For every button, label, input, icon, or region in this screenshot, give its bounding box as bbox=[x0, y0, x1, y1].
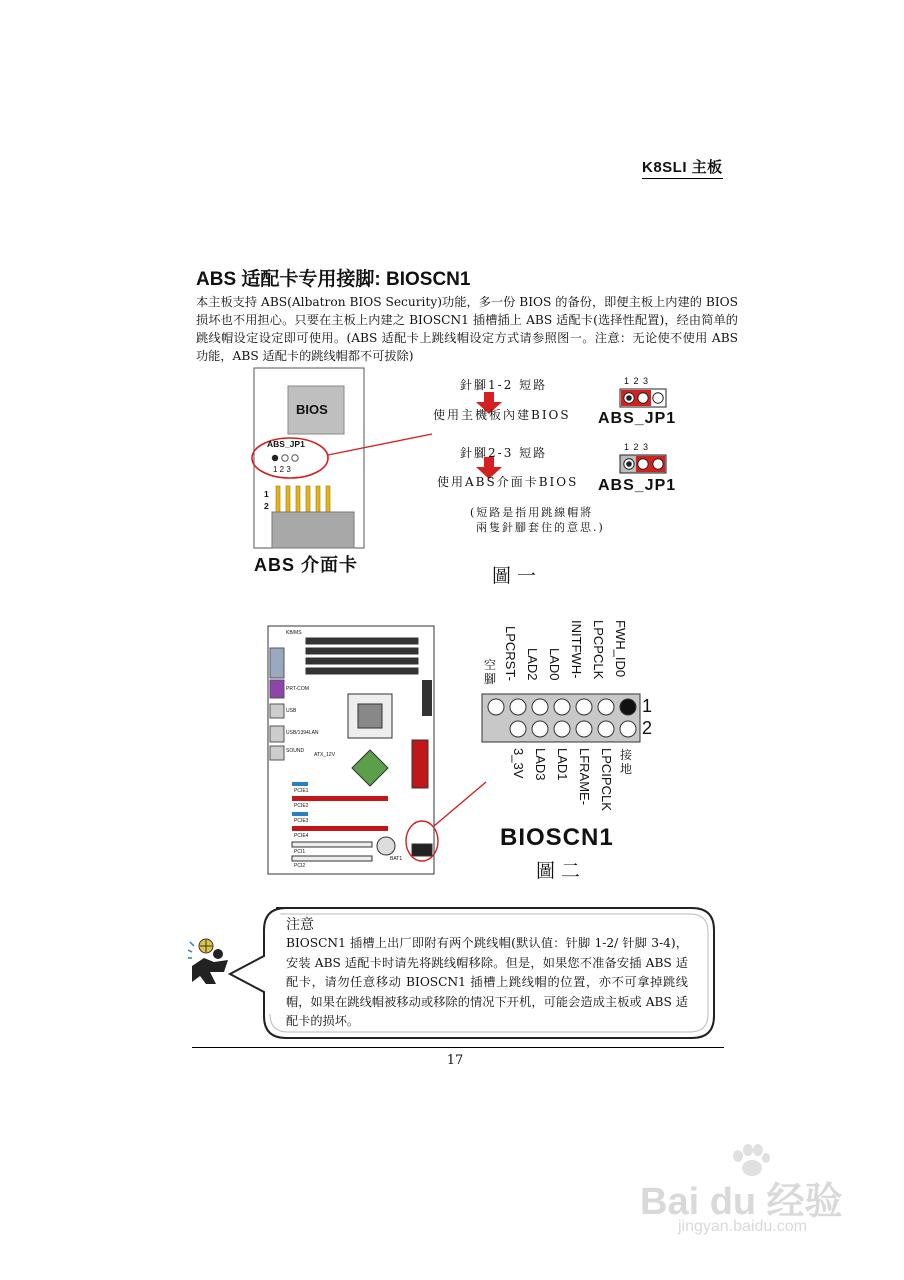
note-body: BIOSCN1 插槽上出厂即附有两个跳线帽(默认值：针脚 1-2/ 针脚 3-4)，安装 ABS 适配卡时请先将跳线帽移除。但是，如果您不准备安插 ABS 适配卡，请勿任意移动 BIOSCN1 插槽上跳线帽的位置，亦不可拿掉跳线帽，如果在跳线帽被移动或移除的情况下开机，可能会造成主板或 ABS 适配卡的损坏。 bbox=[286, 936, 688, 1028]
page-number: 17 bbox=[446, 1053, 464, 1068]
card-jumper-pin-3 bbox=[292, 455, 298, 461]
edge-pin-1-label: 1 bbox=[264, 489, 269, 499]
row-1-label: 1 bbox=[642, 696, 653, 716]
watermark-url: jingyan.baidu.com bbox=[678, 1218, 807, 1235]
mb-mark-prt-com: PRT-COM bbox=[286, 686, 309, 692]
pci1-slot bbox=[292, 842, 372, 847]
serial-port bbox=[270, 648, 284, 678]
jp2-pin-numbers: 1 2 3 bbox=[624, 442, 650, 452]
pin-label-3v3: 3_3V bbox=[511, 748, 526, 779]
pin-label-lpcipclk: LPCIPCLK bbox=[599, 748, 614, 811]
pin-label-lframe: LFRAME- bbox=[577, 748, 592, 806]
figure-1-caption: 圖一 bbox=[492, 565, 543, 587]
card-jumper-pin-numbers: 1 2 3 bbox=[273, 465, 291, 474]
figure-1 bbox=[240, 362, 720, 587]
bioscn1-leader bbox=[434, 782, 486, 826]
short-note-line-2: 兩隻針腳套住的意思.) bbox=[476, 521, 605, 534]
pin-label-nc: 空腳 bbox=[484, 658, 497, 686]
connector-name: BIOSCN1 bbox=[500, 824, 614, 851]
lan-port bbox=[270, 726, 284, 742]
baidu-watermark bbox=[640, 1142, 860, 1242]
mb-mark-pci1: PCI1 bbox=[294, 849, 306, 855]
section-title: ABS 适配卡专用接脚: BIOSCN1 bbox=[196, 269, 471, 290]
pin-label-gnd: 接地 bbox=[620, 748, 633, 776]
mb-mark-usb: USB bbox=[286, 708, 297, 714]
pci2-slot bbox=[292, 856, 372, 861]
jp1-pin-numbers: 1 2 3 bbox=[624, 376, 650, 386]
atx-power bbox=[412, 740, 428, 788]
note-title: 注意 bbox=[286, 917, 314, 933]
mb-mark-sound: SOUND bbox=[286, 748, 305, 754]
card-connector-base bbox=[272, 512, 354, 548]
ide-header bbox=[422, 680, 432, 716]
edge-pin-2-label: 2 bbox=[264, 501, 269, 511]
figure-2-caption: 圖二 bbox=[536, 860, 587, 882]
pcie1-slot bbox=[292, 782, 308, 786]
audio-port bbox=[270, 746, 284, 760]
short-2-3-desc: 使用ABS介面卡BIOS bbox=[437, 475, 579, 489]
watermark-logo: Bai du 经验 bbox=[640, 1181, 843, 1223]
manual-header-tag: K8SLI 主板 bbox=[642, 156, 723, 179]
short-1-2-desc: 使用主機板內建BIOS bbox=[433, 408, 571, 422]
pcie4-slot bbox=[292, 826, 388, 831]
mb-mark-pcie1: PCIE1 bbox=[294, 788, 309, 794]
mb-mark-pci2: PCI2 bbox=[294, 863, 306, 869]
note-callout bbox=[186, 904, 726, 1044]
card-jumper-pin-2 bbox=[282, 455, 288, 461]
mb-mark-pcie2: PCIE2 bbox=[294, 803, 309, 809]
footer-rule bbox=[192, 1047, 724, 1048]
pin-label-lpcpclk: LPCPCLK bbox=[591, 620, 606, 680]
short-note-line-1: (短路是指用跳線帽將 bbox=[470, 506, 594, 519]
row-2-label: 2 bbox=[642, 718, 653, 738]
jp1-label: ABS_JP1 bbox=[598, 410, 677, 427]
pin-label-fwh-id0: FWH_ID0 bbox=[613, 620, 628, 678]
pin-label-initfwh: INITFWH- bbox=[569, 620, 584, 679]
short-2-3-title: 針腳2-3 短路 bbox=[460, 446, 548, 460]
mb-mark-pcie3: PCIE3 bbox=[294, 818, 309, 824]
jp2-label: ABS_JP1 bbox=[598, 477, 677, 494]
figure-2 bbox=[262, 618, 722, 888]
pin-label-lpcrst: LPCRST- bbox=[503, 626, 518, 681]
bioscn1-on-board bbox=[412, 844, 432, 856]
thinking-person-icon bbox=[188, 936, 234, 988]
pin-label-lad0: LAD0 bbox=[547, 648, 562, 681]
abs-card-caption: ABS 介面卡 bbox=[254, 555, 359, 575]
pin-label-lad2: LAD2 bbox=[525, 648, 540, 681]
bios-chip-label: BIOS bbox=[296, 402, 328, 417]
pin-label-lad3: LAD3 bbox=[533, 748, 548, 781]
mb-mark-usb-lan: USB/1394LAN bbox=[286, 730, 319, 736]
card-jumper-label: ABS_JP1 bbox=[267, 439, 305, 449]
intro-paragraph: 本主板支持 ABS(Albatron BIOS Security)功能，多一份 BIOS 的备份，即便主板上内建的 BIOS 损坏也不用担心。只要在主板上内建之 BIOSCN1 插槽插上 ABS 适配卡(选择性配置)，经由简单的跳线帽设定设定即可使用。(ABS 适配卡上跳线帽设定方式请参照图一。注意：无论使不使用 ABS 功能，ABS 适配卡的跳线帽都不可拔除) bbox=[196, 295, 738, 363]
parallel-port bbox=[270, 680, 284, 698]
mb-mark-bat1: BAT1 bbox=[390, 856, 403, 862]
pcie3-slot bbox=[292, 812, 308, 816]
mb-mark-pcie4: PCIE4 bbox=[294, 833, 309, 839]
battery bbox=[377, 837, 395, 855]
mb-mark-kbms: KB/MS bbox=[286, 630, 302, 636]
usb-port bbox=[270, 704, 284, 718]
pcie2-slot bbox=[292, 796, 388, 801]
mb-mark-atx12v: ATX_12V bbox=[314, 752, 336, 758]
short-1-2-title: 針腳1-2 短路 bbox=[460, 378, 548, 392]
pin-label-lad1: LAD1 bbox=[555, 748, 570, 781]
card-jumper-pin-1 bbox=[272, 455, 278, 461]
